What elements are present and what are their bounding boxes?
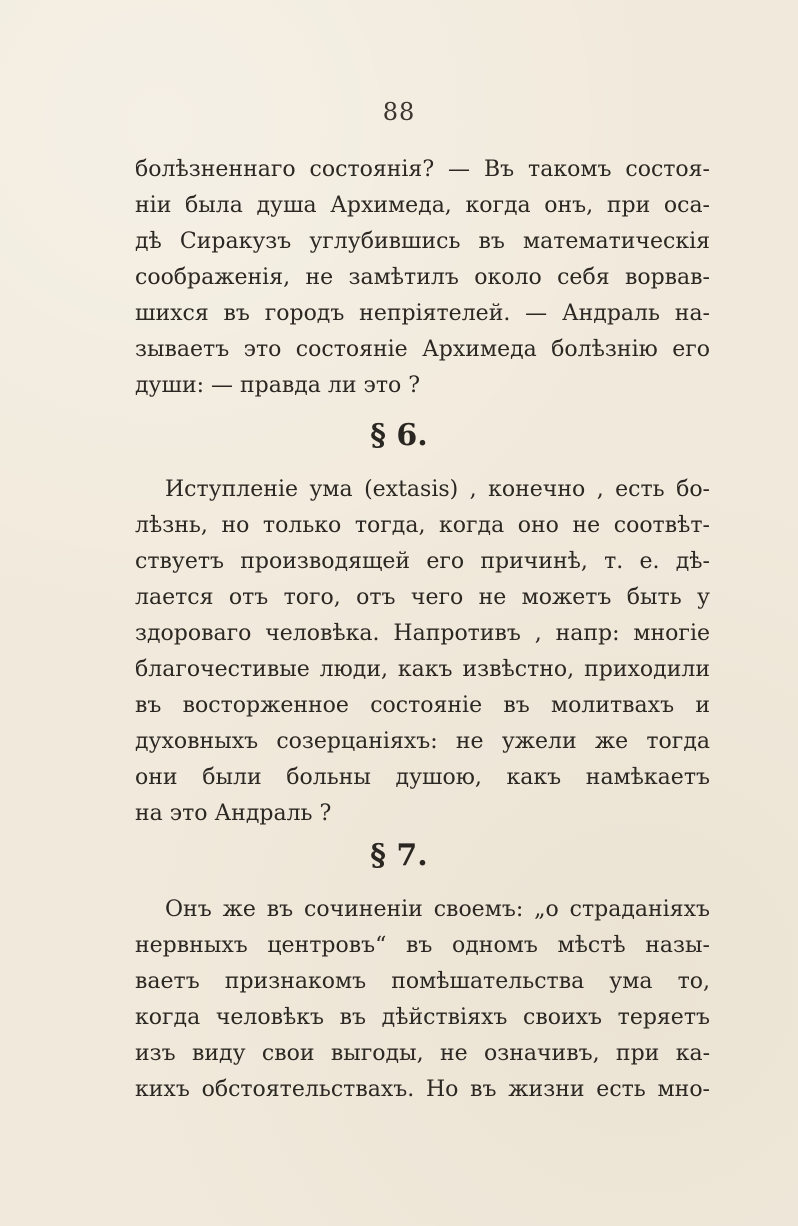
paragraph-3 xyxy=(135,892,710,1108)
paragraph-1 xyxy=(135,152,710,404)
text-line: здороваго человѣка. Напротивъ , напр: многіе xyxy=(135,621,710,646)
text-line: благочестивые люди, какъ извѣстно, приходили xyxy=(135,657,710,682)
text-line: соображенія, не замѣтилъ около себя ворвав- xyxy=(135,265,710,290)
text-line: ваетъ признакомъ помѣшательства ума то, xyxy=(135,969,710,994)
text-line: въ восторженное состояніе въ молитвахъ и xyxy=(135,693,710,718)
text-line: лѣзнь, но только тогда, когда оно не соотвѣт- xyxy=(135,513,710,538)
text-line: ніи была душа Архимеда, когда онъ, при оса- xyxy=(135,193,710,218)
text-line: кихъ обстоятельствахъ. Но въ жизни есть мно- xyxy=(135,1077,710,1102)
text-line: духовныхъ созерцаніяхъ: не ужели же тогда xyxy=(135,729,710,754)
text-line: болѣзненнаго состоянія? — Въ такомъ состоя- xyxy=(135,157,710,182)
text-line: ствуетъ производящей его причинѣ, т. е. дѣ- xyxy=(135,549,710,574)
text-line: лается отъ того, отъ чего не можетъ быть у xyxy=(135,585,710,610)
text-line: Иступленіе ума (extasis) , конечно , есть бо- xyxy=(165,477,710,502)
text-line: изъ виду свои выгоды, не означивъ, при ка- xyxy=(135,1041,710,1066)
text-line: они были больны душою, какъ намѣкаетъ xyxy=(135,765,710,790)
text-line: Онъ же въ сочиненіи своемъ: „о страданіяхъ xyxy=(165,897,710,922)
section-heading-7: § 7. xyxy=(370,838,428,873)
paragraph-2 xyxy=(135,472,710,832)
text-line: души: — правда ли это ? xyxy=(135,373,421,398)
text-line: зываетъ это состояніе Архимеда болѣзнію его xyxy=(135,337,710,362)
text-line: шихся въ городъ непріятелей. — Андраль на- xyxy=(135,301,710,326)
text-line: когда человѣкъ въ дѣйствіяхъ своихъ теряетъ xyxy=(135,1005,710,1030)
page-number: 88 xyxy=(382,98,416,126)
text-line: нервныхъ центровъ“ въ одномъ мѣстѣ назы- xyxy=(135,933,710,958)
text-line: на это Андраль ? xyxy=(135,801,332,826)
text-line: дѣ Сиракузъ углубившись въ математическія xyxy=(135,229,710,254)
section-heading-6: § 6. xyxy=(370,418,428,453)
